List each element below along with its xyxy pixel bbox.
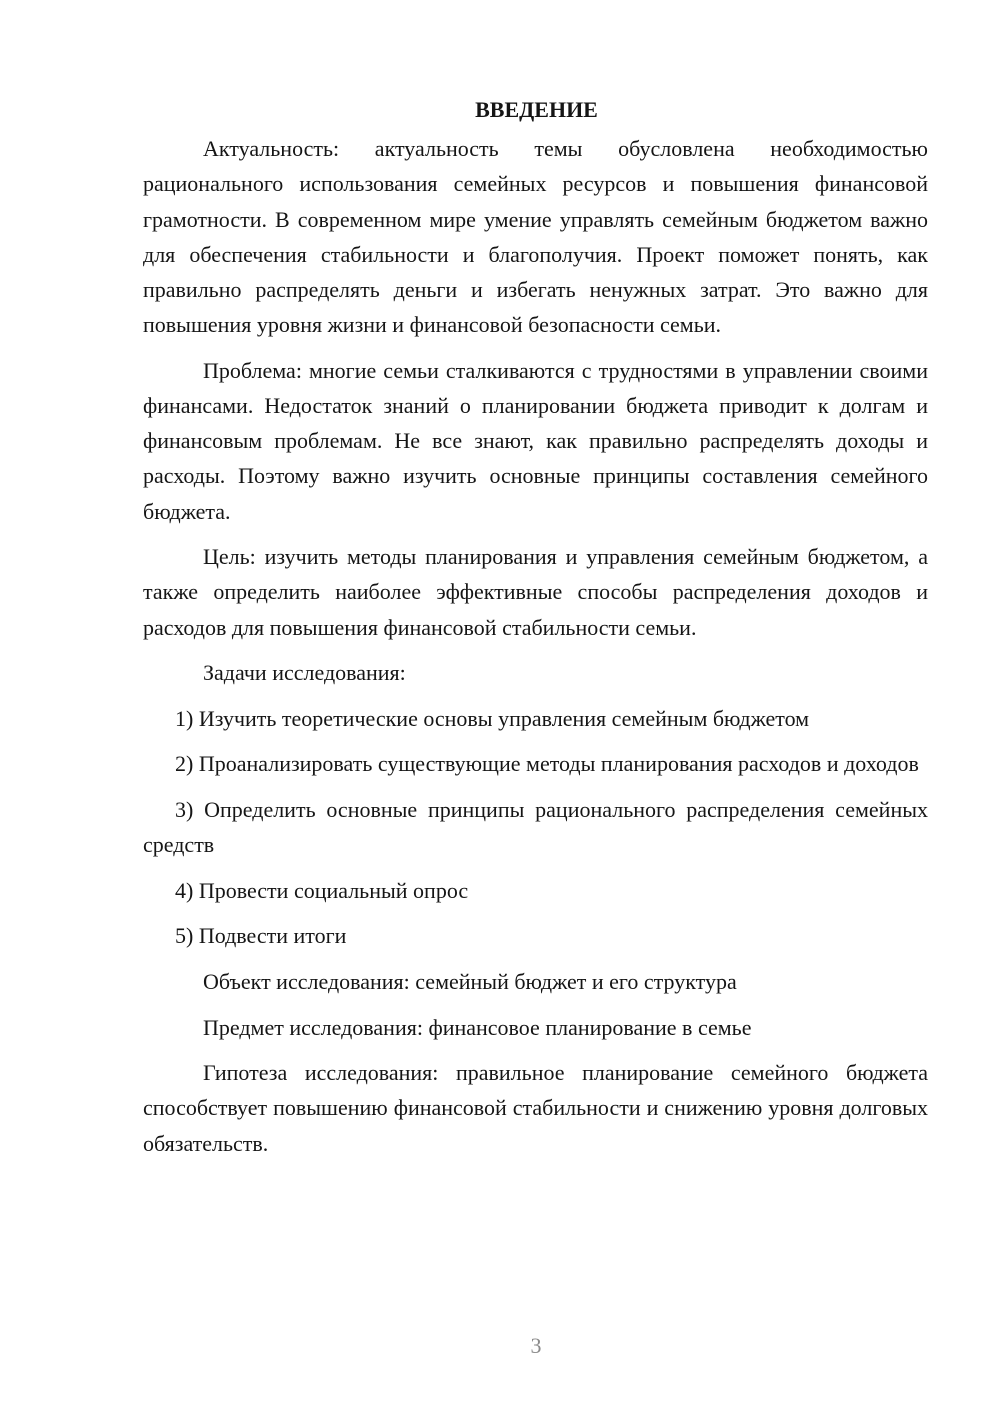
task-item-3: 3) Определить основные принципы рационального распределения семейных средств (143, 797, 928, 858)
page-number: 3 (530, 1333, 542, 1358)
research-hypothesis: Гипотеза исследования: правильное планирование семейного бюджета способствует повышению финансовой стабильности и снижению уровня долговых обязательств. (143, 1060, 928, 1156)
goal-paragraph: Цель: изучить методы планирования и управления семейным бюджетом, а также определить наиболее эффективные способы распределения доходов и расходов для повышения финансовой стабильности семьи. (143, 544, 928, 640)
section-heading: ВВЕДЕНИЕ (475, 97, 598, 122)
task-item-2: 2) Проанализировать существующие методы планирования расходов и доходов (175, 751, 919, 777)
page-content (143, 92, 928, 1171)
relevance-paragraph: Актуальность: актуальность темы обусловлена необходимостью рационального использования семейных ресурсов и повышения финансовой грамотности. В современном мире умение управлять семейным бюджетом важно для обеспечения стабильности и благополучия. Проект поможет понять, как правильно распределять деньги и избегать ненужных затрат. Это важно для повышения уровня жизни и финансовой безопасности семьи. (143, 136, 928, 338)
research-object: Объект исследования: семейный бюджет и его структура (203, 968, 737, 994)
research-subject: Предмет исследования: финансовое планирование в семье (203, 1014, 752, 1040)
task-item-5: 5) Подвести итоги (175, 923, 347, 949)
task-item-4: 4) Провести социальный опрос (175, 877, 469, 903)
tasks-heading: Задачи исследования: (203, 660, 406, 686)
task-item-1: 1) Изучить теоретические основы управления семейным бюджетом (175, 705, 810, 731)
problem-paragraph: Проблема: многие семьи сталкиваются с трудностями в управлении своими финансами. Недостаток знаний о планировании бюджета приводит к долгам и финансовым проблемам. Не все знают, как правильно распределять доходы и расходы. Поэтому важно изучить основные принципы составления семейного бюджета. (143, 357, 928, 524)
